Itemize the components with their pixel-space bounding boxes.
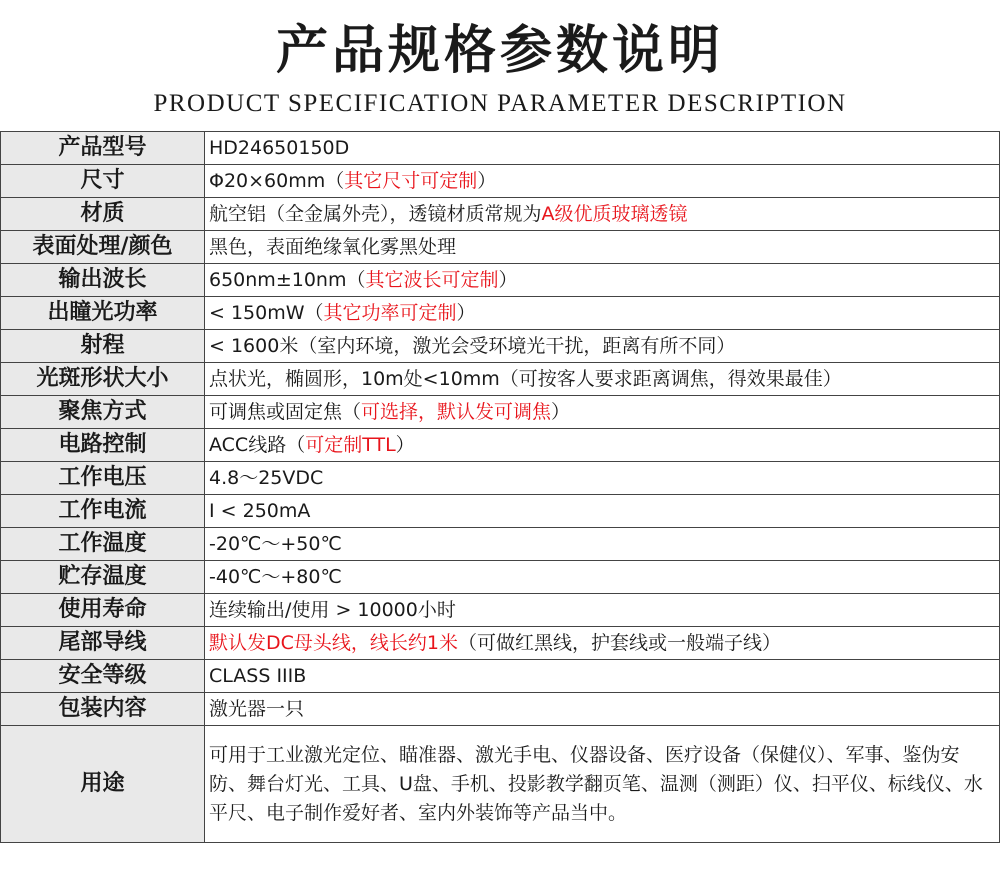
highlight-note: 可定制TTL — [305, 434, 396, 456]
highlight-note: 默认发DC母头线，线长约1米 — [209, 632, 458, 654]
row-label: 光斑形状大小 — [1, 363, 205, 396]
row-label: 工作电压 — [1, 462, 205, 495]
table-row — [1, 396, 1000, 429]
table-row — [1, 693, 1000, 726]
table-row — [1, 561, 1000, 594]
table-row — [1, 132, 1000, 165]
table-row — [1, 627, 1000, 660]
row-value: 连续输出/使用 > 10000小时 — [205, 594, 1000, 627]
highlight-note: 可选择，默认发可调焦 — [361, 401, 552, 423]
row-value: CLASS IIIB — [205, 660, 1000, 693]
table-row — [1, 264, 1000, 297]
table-row — [1, 165, 1000, 198]
table-row — [1, 330, 1000, 363]
row-label: 安全等级 — [1, 660, 205, 693]
table-row — [1, 231, 1000, 264]
row-value: 激光器一只 — [205, 693, 1000, 726]
row-label: 表面处理/颜色 — [1, 231, 205, 264]
row-label: 材质 — [1, 198, 205, 231]
row-label: 工作温度 — [1, 528, 205, 561]
row-label: 使用寿命 — [1, 594, 205, 627]
row-value: 650nm±10nm（其它波长可定制） — [205, 264, 1000, 297]
table-row — [1, 297, 1000, 330]
row-label: 尺寸 — [1, 165, 205, 198]
row-label: 用途 — [1, 726, 205, 843]
table-row — [1, 198, 1000, 231]
row-label: 射程 — [1, 330, 205, 363]
table-row — [1, 462, 1000, 495]
row-value: ACC线路（可定制TTL） — [205, 429, 1000, 462]
row-value: < 1600米（室内环境，激光会受环境光干扰，距离有所不同） — [205, 330, 1000, 363]
table-row — [1, 363, 1000, 396]
row-value: 默认发DC母头线，线长约1米（可做红黑线，护套线或一般端子线） — [205, 627, 1000, 660]
table-row — [1, 429, 1000, 462]
table-row — [1, 495, 1000, 528]
row-value: 点状光，椭圆形，10m处<10mm（可按客人要求距离调焦，得效果最佳） — [205, 363, 1000, 396]
row-label: 出瞳光功率 — [1, 297, 205, 330]
row-label: 工作电流 — [1, 495, 205, 528]
row-label: 包装内容 — [1, 693, 205, 726]
row-value: Φ20×60mm（其它尺寸可定制） — [205, 165, 1000, 198]
row-value: 黑色，表面绝缘氧化雾黑处理 — [205, 231, 1000, 264]
row-label: 产品型号 — [1, 132, 205, 165]
row-value: HD24650150D — [205, 132, 1000, 165]
row-value: < 150mW（其它功率可定制） — [205, 297, 1000, 330]
row-label: 聚焦方式 — [1, 396, 205, 429]
table-row — [1, 528, 1000, 561]
row-value: -20℃～+50℃ — [205, 528, 1000, 561]
highlight-note: 其它功率可定制 — [323, 302, 457, 324]
highlight-note: 其它波长可定制 — [365, 269, 499, 291]
page-title: 产品规格参数说明 — [275, 21, 724, 81]
highlight-note: A级优质玻璃透镜 — [541, 203, 688, 225]
row-value: I < 250mA — [205, 495, 1000, 528]
page-subtitle: PRODUCT SPECIFICATION PARAMETER DESCRIPTION — [153, 90, 847, 117]
row-value: 航空铝（全金属外壳），透镜材质常规为A级优质玻璃透镜 — [205, 198, 1000, 231]
row-value: 4.8～25VDC — [205, 462, 1000, 495]
spec-table — [0, 131, 1000, 843]
row-label: 贮存温度 — [1, 561, 205, 594]
table-row — [1, 594, 1000, 627]
row-label: 输出波长 — [1, 264, 205, 297]
row-value: 可用于工业激光定位、瞄准器、激光手电、仪器设备、医疗设备（保健仪）、军事、鉴伪安防、舞台灯光、工具、U盘、手机、投影教学翻页笔、温测（测距）仪、扫平仪、标线仪、水平尺、电子制作爱好者、室内外装饰等产品当中。 — [205, 726, 1000, 843]
table-row — [1, 660, 1000, 693]
row-label: 电路控制 — [1, 429, 205, 462]
row-label: 尾部导线 — [1, 627, 205, 660]
highlight-note: 其它尺寸可定制 — [344, 170, 478, 192]
table-row — [1, 726, 1000, 843]
row-value: -40℃～+80℃ — [205, 561, 1000, 594]
row-value: 可调焦或固定焦（可选择，默认发可调焦） — [205, 396, 1000, 429]
